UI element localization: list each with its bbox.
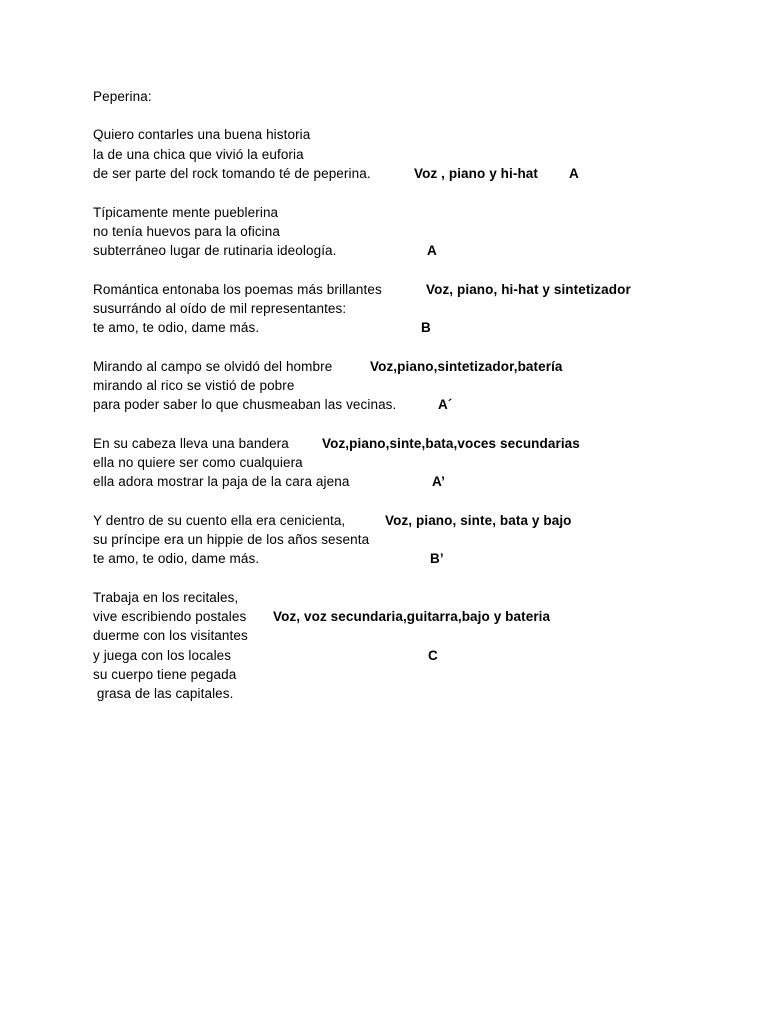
lyric-line: de ser parte del rock tomando té de peperina.: [93, 166, 371, 181]
lyric-line: grasa de las capitales.: [93, 686, 234, 701]
lyric-line: susurrándo al oído de mil representantes:: [93, 301, 347, 316]
lyric-line: y juega con los locales: [93, 648, 232, 663]
lyric-line: Y dentro de su cuento ella era cenicienta,: [93, 513, 346, 528]
lyric-line: su príncipe era un hippie de los años sesenta: [93, 532, 370, 547]
lyric-line: ella adora mostrar la paja de la cara ajena: [93, 474, 350, 489]
document-title: Peperina:: [93, 89, 152, 104]
instrument-note: Voz , piano y hi-hat: [414, 166, 539, 181]
section-marker: A´: [438, 397, 453, 412]
instrument-note: Voz,piano,sintetizador,batería: [370, 359, 563, 374]
instrument-note: Voz, piano, hi-hat y sintetizador: [426, 282, 631, 297]
lyric-line: te amo, te odio, dame más.: [93, 551, 260, 566]
lyric-line: su cuerpo tiene pegada: [93, 667, 237, 682]
lyric-line: vive escribiendo postales: [93, 609, 247, 624]
section-marker: B: [421, 320, 431, 335]
lyric-line: En su cabeza lleva una bandera: [93, 436, 289, 451]
lyric-line: Típicamente mente pueblerina: [93, 205, 279, 220]
lyric-line: Mirando al campo se olvidó del hombre: [93, 359, 333, 374]
lyric-line: no tenía huevos para la oficina: [93, 224, 280, 239]
section-marker: A: [427, 243, 437, 258]
lyric-line: la de una chica que vivió la euforia: [93, 147, 304, 162]
section-marker: C: [428, 648, 438, 663]
instrument-note: Voz, piano, sinte, bata y bajo: [385, 513, 572, 528]
section-marker: B’: [430, 551, 444, 566]
section-marker: A’: [432, 474, 445, 489]
lyric-line: para poder saber lo que chusmeaban las vecinas.: [93, 397, 397, 412]
lyric-line: Romántica entonaba los poemas más brillantes: [93, 282, 382, 297]
section-marker: A: [569, 166, 579, 181]
lyric-line: duerme con los visitantes: [93, 628, 248, 643]
lyric-line: mirando al rico se vistió de pobre: [93, 378, 295, 393]
instrument-note: Voz, voz secundaria,guitarra,bajo y bateria: [273, 609, 551, 624]
lyric-line: ella no quiere ser como cualquiera: [93, 455, 303, 470]
lyric-line: subterráneo lugar de rutinaria ideología.: [93, 243, 337, 258]
lyric-line: Quiero contarles una buena historia: [93, 127, 311, 142]
instrument-note: Voz,piano,sinte,bata,voces secundarias: [322, 436, 580, 451]
lyric-line: Trabaja en los recitales,: [93, 590, 239, 605]
lyric-line: te amo, te odio, dame más.: [93, 320, 260, 335]
